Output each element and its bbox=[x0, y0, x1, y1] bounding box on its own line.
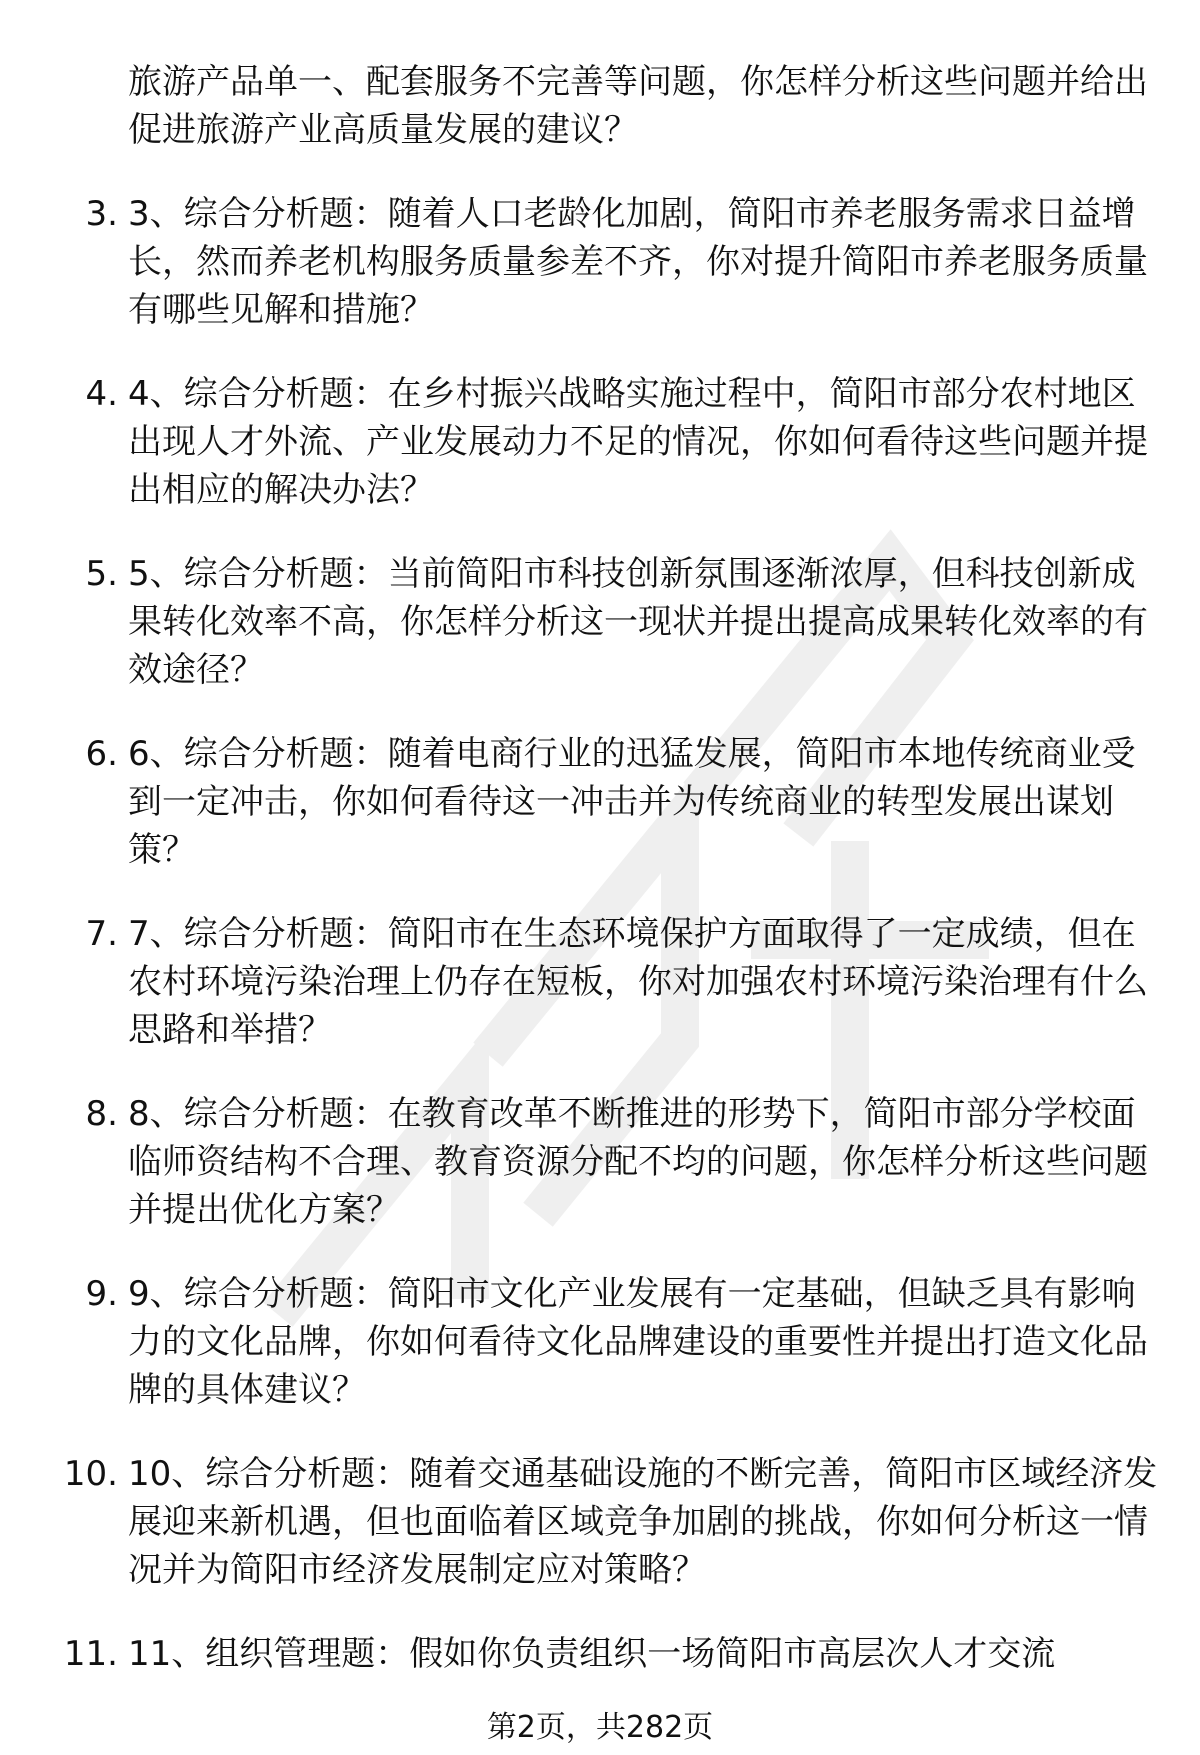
question-text: 8、综合分析题：在教育改革不断推进的形势下，简阳市部分学校面临师资结构不合理、教育资源分配不均的问题，你怎样分析这些问题并提出优化方案？ bbox=[128, 1094, 1148, 1230]
question-number: 7. bbox=[85, 914, 118, 954]
list-item bbox=[0, 1450, 1200, 1594]
question-number: 4. bbox=[85, 374, 118, 414]
question-text: 9、综合分析题：简阳市文化产业发展有一定基础，但缺乏具有影响力的文化品牌，你如何看待文化品牌建设的重要性并提出打造文化品牌的具体建议？ bbox=[128, 1274, 1148, 1410]
list-item bbox=[0, 190, 1200, 334]
list-item bbox=[0, 910, 1200, 1054]
question-number: 6. bbox=[85, 734, 118, 774]
question-number: 11. bbox=[63, 1634, 118, 1674]
question-number: 3. bbox=[85, 194, 118, 234]
question-text: 7、综合分析题：简阳市在生态环境保护方面取得了一定成绩，但在农村环境污染治理上仍存在短板，你对加强农村环境污染治理有什么思路和举措？ bbox=[128, 914, 1148, 1050]
question-text: 5、综合分析题：当前简阳市科技创新氛围逐渐浓厚，但科技创新成果转化效率不高，你怎样分析这一现状并提出提高成果转化效率的有效途径？ bbox=[128, 554, 1148, 690]
question-text: 10、综合分析题：随着交通基础设施的不断完善，简阳市区域经济发展迎来新机遇，但也面临着区域竞争加剧的挑战，你如何分析这一情况并为简阳市经济发展制定应对策略？ bbox=[128, 1454, 1158, 1590]
question-text: 3、综合分析题：随着人口老龄化加剧，简阳市养老服务需求日益增长，然而养老机构服务质量参差不齐，你对提升简阳市养老服务质量有哪些见解和措施？ bbox=[128, 194, 1148, 330]
page-number-footer: 第2页，共282页 bbox=[486, 1710, 714, 1745]
question-text: 4、综合分析题：在乡村振兴战略实施过程中，简阳市部分农村地区出现人才外流、产业发展动力不足的情况，你如何看待这些问题并提出相应的解决办法？ bbox=[128, 374, 1148, 510]
list-item bbox=[0, 550, 1200, 694]
document-content bbox=[0, 58, 1200, 1678]
list-item bbox=[0, 1270, 1200, 1414]
question-number: 5. bbox=[85, 554, 118, 594]
question-text: 11、组织管理题：假如你负责组织一场简阳市高层次人才交流 bbox=[128, 1634, 1056, 1674]
list-item bbox=[0, 370, 1200, 514]
question-number: 10. bbox=[63, 1454, 118, 1494]
list-item bbox=[0, 1090, 1200, 1234]
list-item bbox=[0, 1630, 1200, 1678]
question-number: 8. bbox=[85, 1094, 118, 1134]
question-text: 6、综合分析题：随着电商行业的迅猛发展，简阳市本地传统商业受到一定冲击，你如何看待这一冲击并为传统商业的转型发展出谋划策？ bbox=[128, 734, 1136, 870]
question-number: 9. bbox=[85, 1274, 118, 1314]
question-list bbox=[0, 190, 1200, 1678]
list-item bbox=[0, 730, 1200, 874]
question-continuation-text: 旅游产品单一、配套服务不完善等问题，你怎样分析这些问题并给出促进旅游产业高质量发展的建议？ bbox=[128, 62, 1148, 150]
